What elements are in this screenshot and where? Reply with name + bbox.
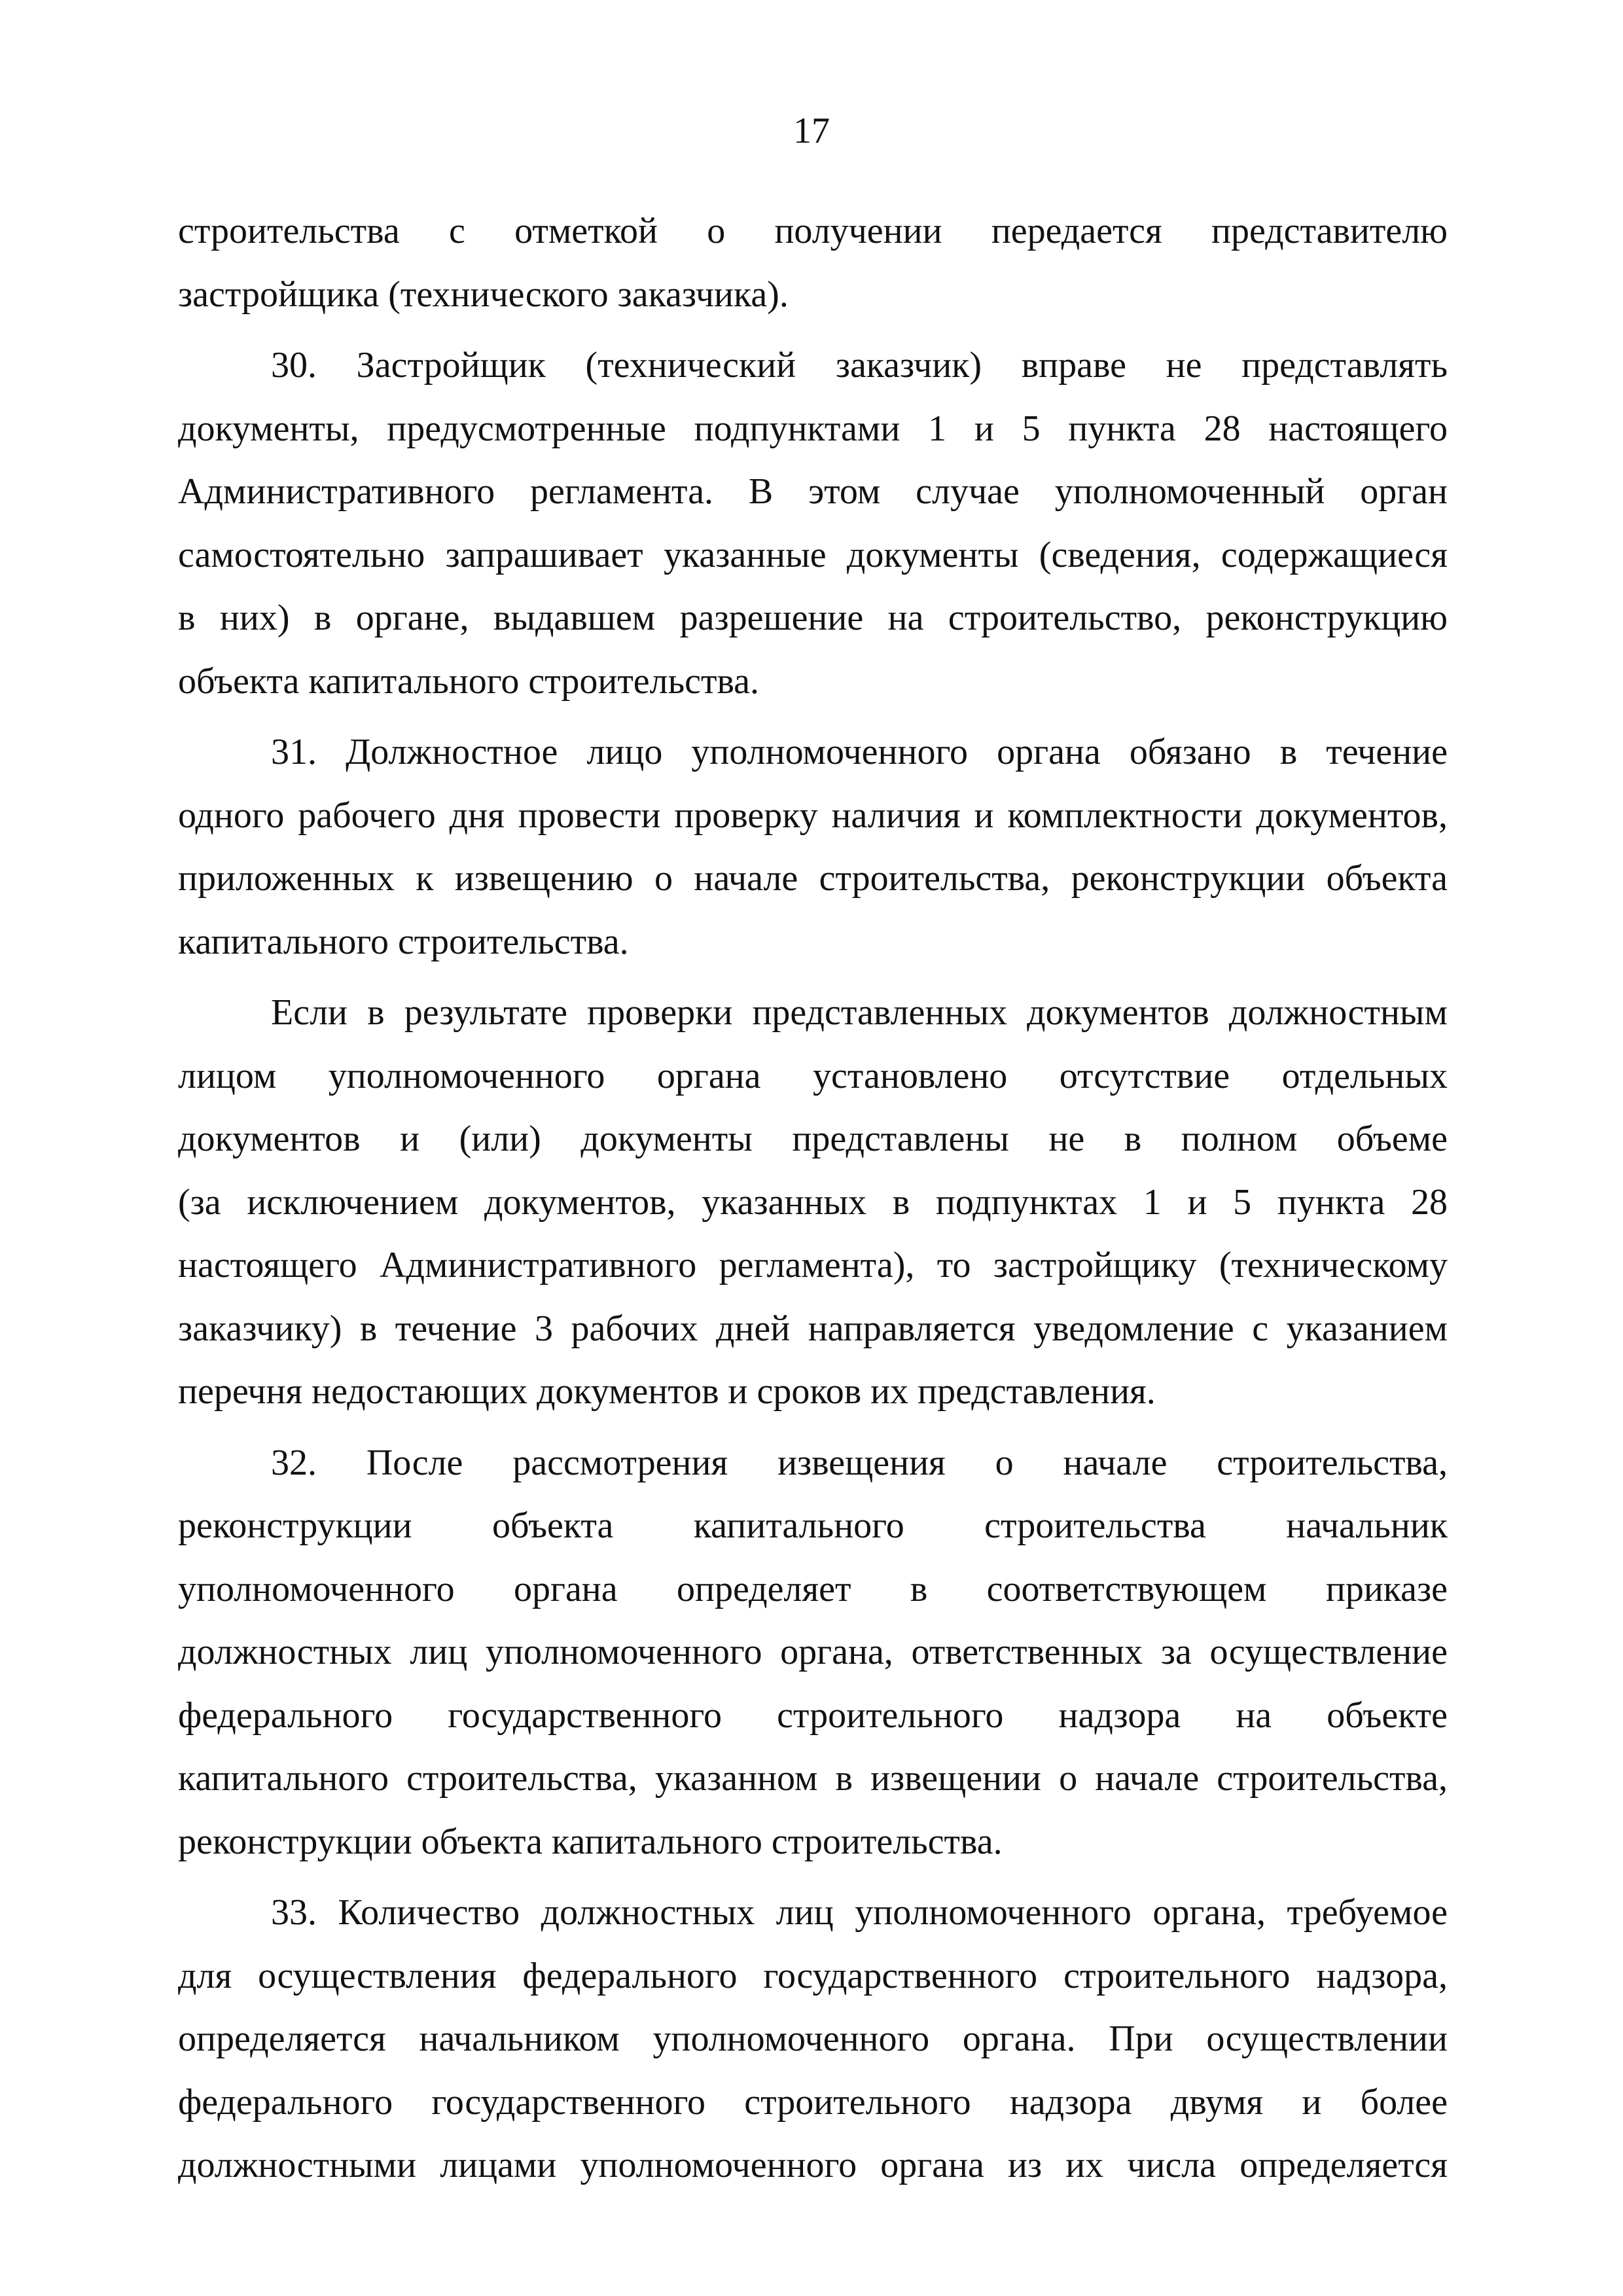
text-line: объекта капитального строительства. — [178, 660, 760, 702]
text-line: документы, предусмотренные подпунктами 1 и 5 пункта 28 настоящего — [178, 408, 1448, 449]
text-line: застройщика (технического заказчика). — [178, 274, 789, 315]
text-line: капитального строительства, указанном в извещении о начале строительства, — [178, 1758, 1448, 1799]
text-line: (за исключением документов, указанных в подпунктах 1 и 5 пункта 28 — [178, 1181, 1448, 1223]
text-line: реконструкции объекта капитального строительства начальник — [178, 1505, 1448, 1546]
paragraph-31-continued — [178, 981, 1448, 1424]
text-line: определяется начальником уполномоченного органа. При осуществлении — [178, 2018, 1448, 2059]
text-line: 32. После рассмотрения извещения о начале строительства, — [271, 1442, 1448, 1483]
paragraph-33 — [178, 1881, 1448, 2197]
text-line: Административного регламента. В этом случае уполномоченный орган — [178, 471, 1448, 512]
text-line: приложенных к извещению о начале строительства, реконструкции объекта — [178, 858, 1448, 899]
text-line: должностными лицами уполномоченного органа из их числа определяется — [178, 2145, 1448, 2185]
text-line: должностных лиц уполномоченного органа, ответственных за осуществление — [178, 1632, 1448, 1672]
text-line: 33. Количество должностных лиц уполномоченного органа, требуемое — [271, 1892, 1448, 1933]
document-body — [178, 200, 1448, 2205]
text-line: федерального государственного строительного надзора на объекте — [178, 1695, 1448, 1736]
text-line: федерального государственного строительного надзора двумя и более — [178, 2081, 1448, 2123]
text-line: заказчику) в течение 3 рабочих дней направляется уведомление с указанием — [178, 1308, 1448, 1349]
text-line: реконструкции объекта капитального строительства. — [178, 1821, 1003, 1862]
text-line: строительства с отметкой о получении передается представителю — [178, 211, 1448, 251]
paragraph-32 — [178, 1431, 1448, 1874]
text-line: самостоятельно запрашивает указанные документы (сведения, содержащиеся — [178, 534, 1448, 575]
text-line: Если в результате проверки представленных документов должностным — [271, 992, 1448, 1033]
paragraph-30 — [178, 334, 1448, 713]
text-line: 31. Должностное лицо уполномоченного органа обязано в течение — [271, 732, 1448, 772]
page-number: 17 — [793, 111, 830, 151]
text-line: лицом уполномоченного органа установлено отсутствие отдельных — [178, 1055, 1448, 1096]
text-line: перечня недостающих документов и сроков их представления. — [178, 1371, 1156, 1412]
text-line: 30. Застройщик (технический заказчик) вправе не представлять — [271, 345, 1448, 386]
text-line: документов и (или) документы представлены не в полном объеме — [178, 1119, 1448, 1159]
text-line: для осуществления федерального государственного строительного надзора, — [178, 1955, 1448, 1996]
text-line: капитального строительства. — [178, 921, 629, 962]
text-line: уполномоченного органа определяет в соответствующем приказе — [178, 1568, 1448, 1609]
text-line: одного рабочего дня провести проверку наличия и комплектности документов, — [178, 795, 1448, 836]
text-line: в них) в органе, выдавшем разрешение на строительство, реконструкцию — [178, 598, 1448, 638]
paragraph-continuation — [178, 200, 1448, 326]
text-line: настоящего Административного регламента), то застройщику (техническому — [178, 1245, 1448, 1285]
paragraph-31 — [178, 721, 1448, 973]
